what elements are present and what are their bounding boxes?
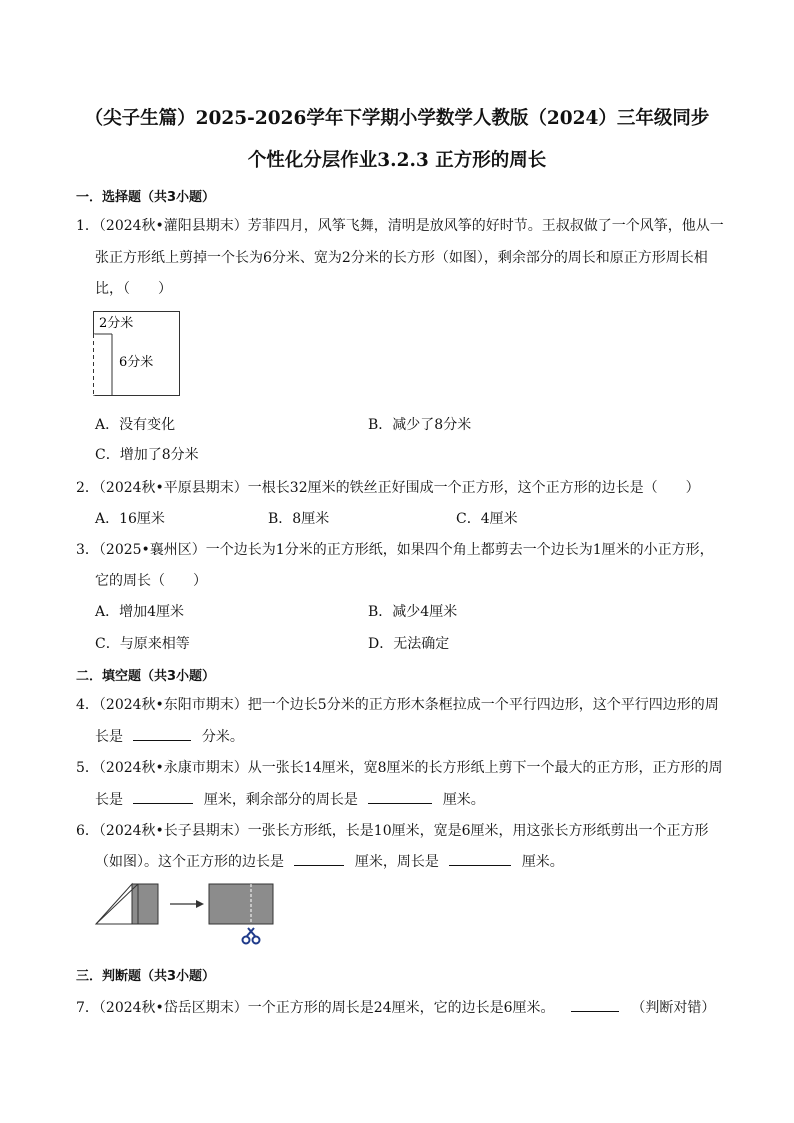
q5-line-2 — [95, 789, 485, 809]
q6-answer-blank-2[interactable] — [449, 853, 511, 866]
q4-text-b: 分米。 — [201, 729, 244, 745]
title-line-2: 个性化分层作业3.2.3 正方形的周长 — [247, 150, 547, 171]
q4-answer-blank[interactable] — [133, 728, 191, 741]
q1-line-1: 1．（2024秋•灌阳县期末）芳菲四月，风筝飞舞，清明是放风筝的好时节。王叔叔做了一个风筝，他从一 — [76, 218, 724, 234]
q1-option-b[interactable]: B．减少了8分米 — [368, 417, 472, 433]
q3-line-2: 它的周长（ ） — [95, 573, 207, 589]
q4-line-1: 4．（2024秋•东阳市期末）把一个边长5分米的正方形木条框拉成一个平行四边形，这个平行四边形的周 — [76, 697, 719, 713]
q3-option-d[interactable]: D．无法确定 — [368, 636, 450, 652]
q2-option-a[interactable]: A．16厘米 — [95, 511, 165, 527]
scissors-icon — [243, 928, 260, 944]
section-choice-heading: 一．选择题（共3小题） — [76, 190, 216, 205]
q1-line-2: 张正方形纸上剪掉一个长为6分米、宽为2分米的长方形（如图），剩余部分的周长和原正方形周长相 — [95, 250, 708, 266]
q2-option-b[interactable]: B．8厘米 — [268, 511, 330, 527]
q6-line-2 — [95, 851, 564, 871]
q1-option-c[interactable]: C．增加了8分米 — [95, 447, 199, 463]
q7-text: 7．（2024秋•岱岳区期末）一个正方形的周长是24厘米，它的边长是6厘米。 — [76, 1000, 555, 1016]
q1-fig-height-label: 6分米 — [119, 355, 154, 370]
q3-option-c[interactable]: C．与原来相等 — [95, 636, 190, 652]
title-line-1: （尖子生篇）2025-2026学年下学期小学数学人教版（2024）三年级同步 — [84, 108, 710, 129]
q4-line-2 — [95, 726, 244, 746]
section-judge-heading: 三．判断题（共3小题） — [76, 969, 216, 984]
q5-text-b: 厘米，剩余部分的周长是 — [203, 792, 358, 808]
q7-line-1 — [76, 997, 715, 1017]
q5-answer-blank-1[interactable] — [133, 791, 193, 804]
q5-line-1: 5．（2024秋•永康市期末）从一张长14厘米，宽8厘米的长方形纸上剪下一个最大的正方形，正方形的周 — [76, 760, 723, 776]
q1-option-a[interactable]: A．没有变化 — [95, 417, 176, 433]
q7-text-b: （判断对错） — [631, 1000, 716, 1016]
q7-answer-blank[interactable] — [571, 999, 619, 1012]
q5-answer-blank-2[interactable] — [368, 791, 432, 804]
q6-answer-blank-1[interactable] — [294, 853, 344, 866]
q6-text-c: 厘米。 — [521, 854, 564, 870]
q6-text-a: （如图）。这个正方形的边长是 — [95, 854, 284, 870]
q1-line-3: 比，（ ） — [95, 281, 172, 297]
q6-text-b: 厘米，周长是 — [354, 854, 439, 870]
q5-text-a: 长是 — [95, 792, 123, 808]
q3-option-b[interactable]: B．减少4厘米 — [368, 604, 458, 620]
q6-figure — [92, 880, 282, 950]
q4-text-a: 长是 — [95, 729, 123, 745]
q1-figure — [92, 310, 184, 400]
q2-option-c[interactable]: C．4厘米 — [456, 511, 518, 527]
q1-fig-width-label: 2分米 — [99, 316, 134, 331]
q6-line-1: 6．（2024秋•长子县期末）一张长方形纸，长是10厘米，宽是6厘米，用这张长方形纸剪出一个正方形 — [76, 823, 709, 839]
q5-text-c: 厘米。 — [442, 792, 485, 808]
section-fill-heading: 二．填空题（共3小题） — [76, 669, 216, 684]
q3-option-a[interactable]: A．增加4厘米 — [95, 604, 185, 620]
q3-line-1: 3．（2025•襄州区）一个边长为1分米的正方形纸，如果四个角上都剪去一个边长为1厘米的小正方形， — [76, 542, 714, 558]
q2-line-1: 2．（2024秋•平原县期末）一根长32厘米的铁丝正好围成一个正方形，这个正方形的边长是（ ） — [76, 480, 700, 496]
